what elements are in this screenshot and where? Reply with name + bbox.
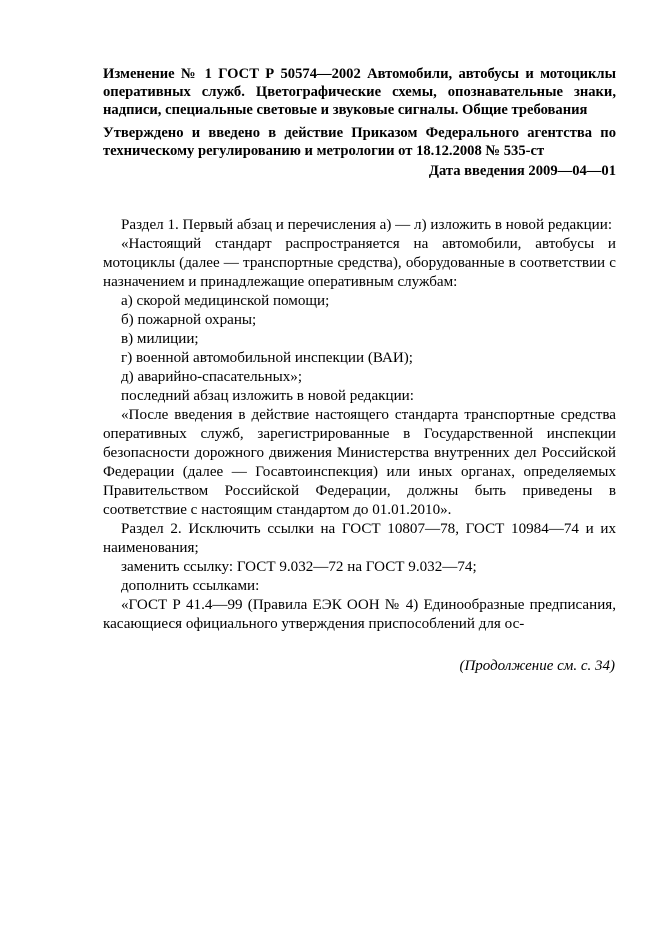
list-item: г) военной автомобильной инспекции (ВАИ);	[121, 350, 413, 366]
amendment-header	[103, 66, 616, 181]
list-item: в) милиции;	[121, 331, 199, 347]
paragraph-gost-reference: «ГОСТ Р 41.4—99 (Правила ЕЭК ООН № 4) Единообразные предписания, касающиеся официального утверждения приспособлений для ос-	[103, 597, 616, 632]
paragraph-scope: «Настоящий стандарт распространяется на автомобили, автобусы и мотоциклы (далее — транспортные средства), оборудованные в соответствии с назначением и принадлежащие оперативным службам:	[103, 236, 616, 290]
paragraph-section-1: Раздел 1. Первый абзац и перечисления а) — л) изложить в новой редакции:	[121, 217, 613, 233]
amendment-body	[103, 216, 616, 634]
paragraph-replace-reference: заменить ссылку: ГОСТ 9.032—72 на ГОСТ 9.032—74;	[121, 559, 477, 575]
approval-statement: Утверждено и введено в действие Приказом Федерального агентства по техническому регулированию и метрологии от 18.12.2008 № 535-ст	[103, 125, 616, 160]
amendment-title: Изменение № 1 ГОСТ Р 50574—2002 Автомобили, автобусы и мотоциклы оперативных служб. Цветографические схемы, опознавательные знаки, надписи, специальные световые и звуковые сигналы. Общие требования	[103, 66, 616, 118]
continuation-note: (Продолжение см. с. 34)	[459, 658, 615, 674]
paragraph-section-2: Раздел 2. Исключить ссылки на ГОСТ 10807—78, ГОСТ 10984—74 и их наименования;	[103, 521, 616, 556]
list-item: д) аварийно-спасательных»;	[121, 369, 303, 385]
introduction-date: Дата введения 2009—04—01	[428, 162, 616, 179]
paragraph-add-references: дополнить ссылками:	[121, 578, 260, 594]
list-item: б) пожарной охраны;	[121, 312, 257, 328]
paragraph-last-abzac: последний абзац изложить в новой редакции:	[121, 388, 414, 404]
paragraph-registration: «После введения в действие настоящего стандарта транспортные средства оперативных служб, зарегистрированные в Государственной инспекции безопасности дорожного движения Министерства внутренних дел Российской Федерации (далее — Госавтоинспекция) или иных органах, определяемых Правительством Российской Федерации, должны быть приведены в соответствие с настоящим стандартом до 01.01.2010».	[103, 407, 616, 518]
list-item: а) скорой медицинской помощи;	[121, 293, 330, 309]
